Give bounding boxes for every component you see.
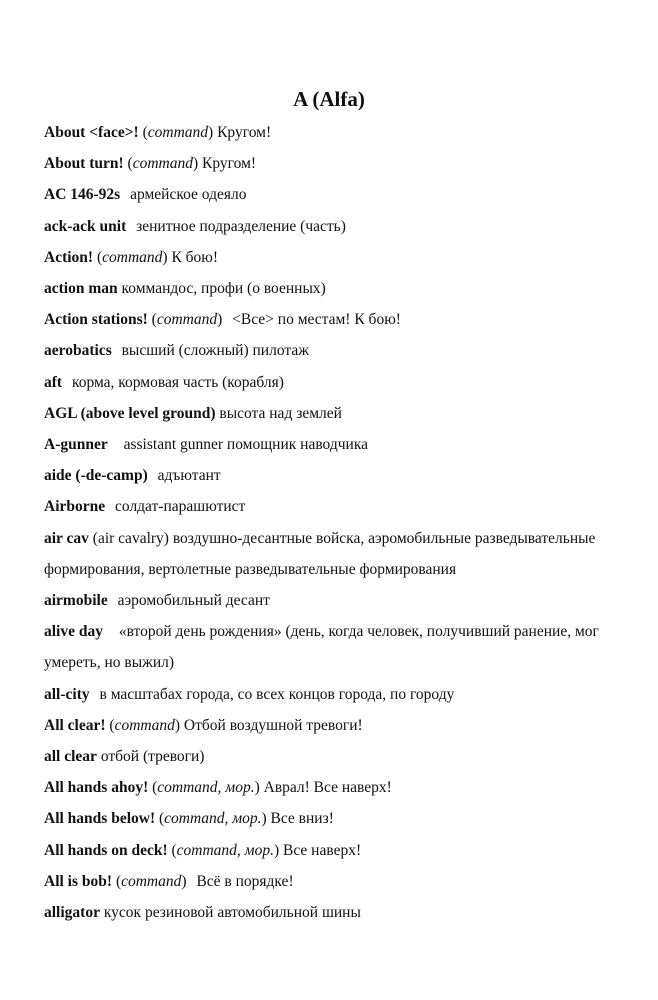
dictionary-entry <box>44 772 634 803</box>
dictionary-entry <box>44 616 634 678</box>
entry-definition: Отбой воздушной тревоги! <box>183 716 363 734</box>
entry-term: airmobile <box>44 592 108 610</box>
entry-definition: Кругом! <box>202 155 257 173</box>
entry-definition: (air cavalry) воздушно-десантные войска, аэромобильные разведывательные формирования, вертолетные разведывательные формирования <box>44 529 596 578</box>
dictionary-entry <box>44 585 634 616</box>
entry-definition: отбой (тревоги) <box>100 748 205 766</box>
entry-term: All hands below! <box>44 810 156 828</box>
dictionary-entry <box>44 679 634 710</box>
entry-term: aft <box>44 373 63 391</box>
entry-term: All hands ahoy! <box>44 779 149 797</box>
entry-term: AGL (above level ground) <box>44 404 216 422</box>
entry-term: Action stations! <box>44 311 148 329</box>
dictionary-entry <box>44 335 634 366</box>
entry-note: (command) <box>142 124 214 141</box>
entry-definition: аэромобильный десант <box>117 592 270 610</box>
entry-definition: в масштабах города, со всех концов города, по городу <box>99 685 455 703</box>
entry-term: ack-ack unit <box>44 217 127 235</box>
dictionary-entry <box>44 179 634 210</box>
entry-note: (command) <box>115 872 187 890</box>
dictionary-entry <box>44 429 634 460</box>
dictionary-entry <box>44 491 634 522</box>
entry-note: (command) <box>127 155 199 173</box>
dictionary-entry <box>44 367 634 398</box>
entry-note: (command, мор.) <box>171 841 280 859</box>
entry-term: Action! <box>44 248 94 266</box>
dictionary-entry <box>44 897 634 928</box>
entry-term: alive day <box>44 623 103 641</box>
entry-term: AC 146-92s <box>44 186 121 204</box>
entry-definition: <Все> по местам! К бою! <box>232 311 401 329</box>
entry-definition: assistant gunner помощник наводчика <box>123 436 369 454</box>
entry-definition: Все наверх! <box>283 841 362 859</box>
entry-term: About turn! <box>44 155 124 173</box>
entry-definition: солдат-парашютист <box>115 498 246 516</box>
dictionary-entry <box>44 242 634 273</box>
entry-definition: Аврал! Все наверх! <box>263 779 392 797</box>
entry-definition: высший (сложный) пилотаж <box>121 342 309 360</box>
dictionary-entry <box>44 803 634 834</box>
dictionary-entry <box>44 304 634 335</box>
entry-note: (command) <box>109 716 181 734</box>
entry-note: (command, мор.) <box>159 810 267 828</box>
entry-definition: Все вниз! <box>270 810 334 828</box>
dictionary-entry <box>44 741 634 772</box>
dictionary-entry <box>44 710 634 741</box>
entry-term: All is bob! <box>44 872 113 890</box>
entry-definition: армейское одеяло <box>130 186 247 204</box>
entry-note: (command, мор.) <box>152 779 260 797</box>
entry-definition: корма, кормовая часть (корабля) <box>71 373 284 391</box>
entry-term: aerobatics <box>44 342 112 360</box>
dictionary-entry <box>44 523 634 585</box>
entry-definition: зенитное подразделение (часть) <box>136 217 346 235</box>
entry-term: All clear! <box>44 716 106 734</box>
entry-list <box>44 117 634 928</box>
dictionary-entry <box>44 866 634 897</box>
entry-term: action man <box>44 280 118 298</box>
entry-term: A-gunner <box>44 436 108 454</box>
entry-term: aide (-de-camp) <box>44 467 148 485</box>
dictionary-entry <box>44 398 634 429</box>
dictionary-entry <box>44 273 634 304</box>
entry-term: all-city <box>44 685 90 703</box>
entry-definition: «второй день рождения» (день, когда человек, получивший ранение, мог умереть, но выжил) <box>44 623 599 672</box>
entry-definition: Кругом! <box>217 124 272 141</box>
dictionary-entry <box>44 117 634 148</box>
entry-definition: коммандос, профи (о военных) <box>121 280 326 298</box>
entry-note: (command) <box>96 248 168 266</box>
entry-note: (command) <box>151 311 223 329</box>
entry-definition: К бою! <box>171 248 219 266</box>
entry-definition: кусок резиновой автомобильной шины <box>103 904 361 922</box>
dictionary-entry <box>44 835 634 866</box>
dictionary-entry <box>44 211 634 242</box>
entry-term: Airborne <box>44 498 106 516</box>
entry-term: All hands on deck! <box>44 841 168 859</box>
entry-term: alligator <box>44 904 100 922</box>
page-title: A (Alfa) <box>293 87 365 111</box>
entry-term: air cav <box>44 529 89 547</box>
entry-definition: Всё в порядке! <box>196 872 294 890</box>
entry-term: all clear <box>44 748 97 766</box>
entry-term: About <face>! <box>44 124 139 141</box>
entry-definition: высота над землей <box>219 404 342 422</box>
dictionary-entry <box>44 148 634 179</box>
entry-definition: адъютант <box>157 467 221 485</box>
dictionary-entry <box>44 460 634 491</box>
